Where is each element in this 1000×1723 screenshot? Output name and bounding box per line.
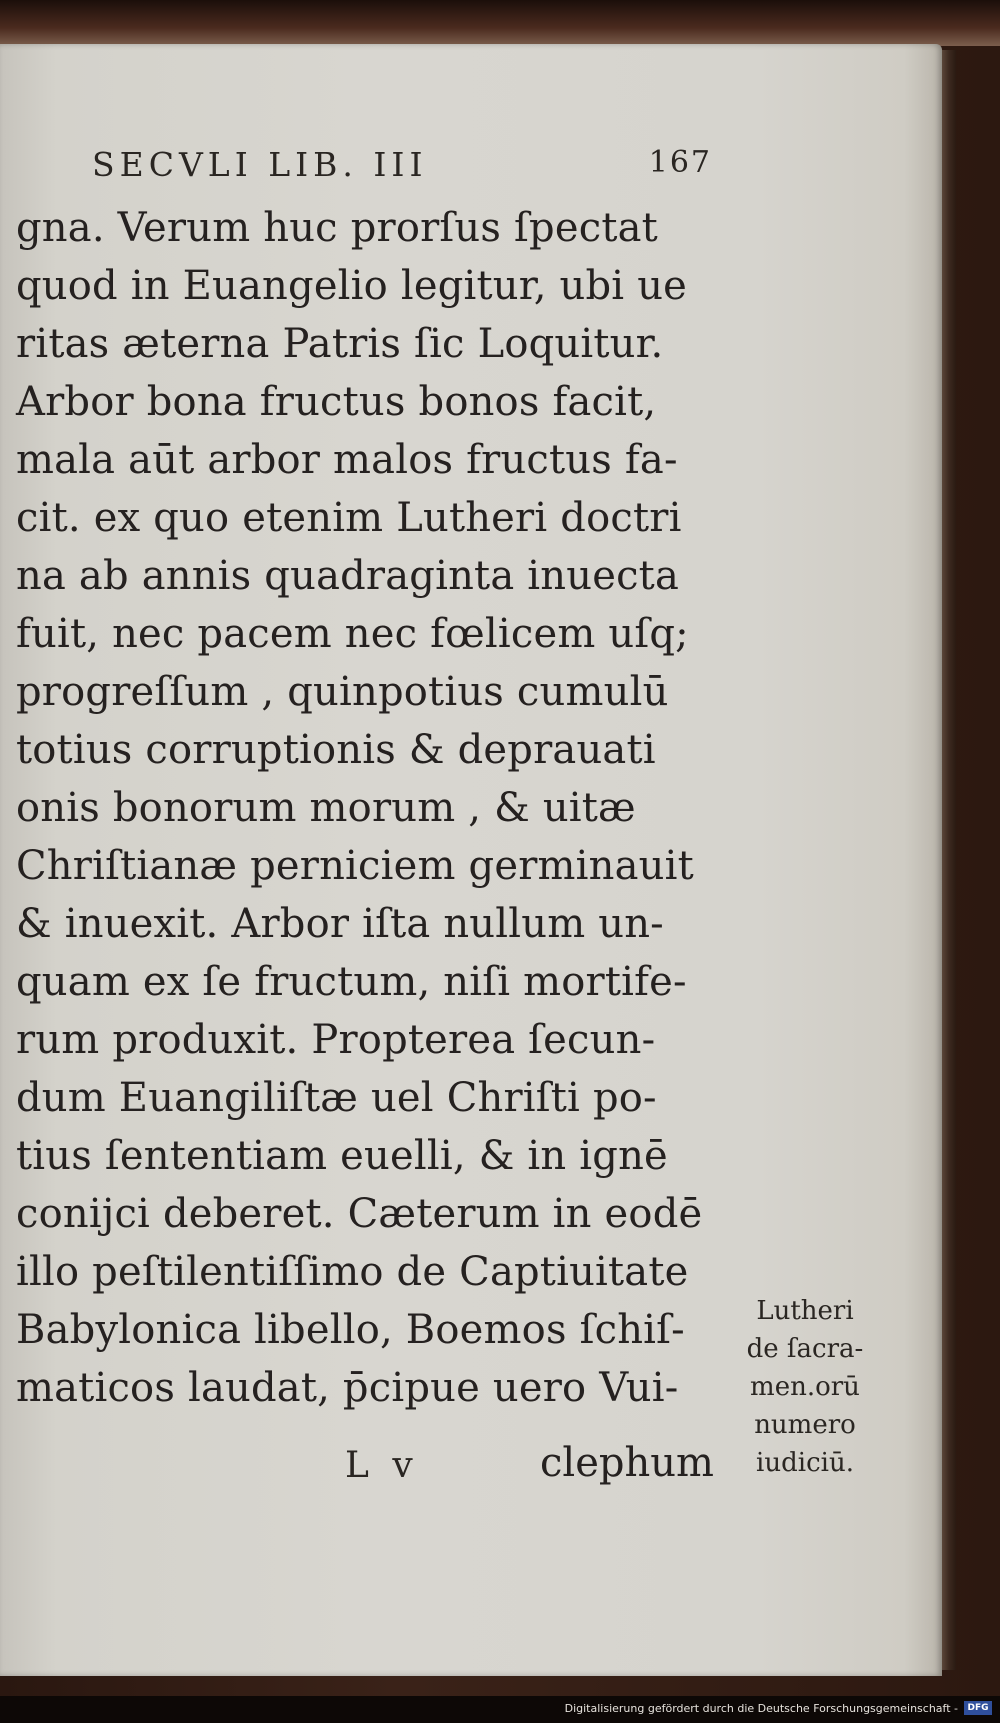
- text-line: quam ex ſe fructum, niſi mortife-: [16, 959, 687, 1005]
- funding-credit: Digitalisierung gefördert durch die Deutsche Forschungsgemeinschaft -: [564, 1702, 958, 1715]
- text-line: progreſſum , quinpotius cumulū: [16, 669, 669, 715]
- text-line: illo peſtilentiſſimo de Captiuitate: [16, 1249, 689, 1295]
- marginal-note-line: men.orū: [750, 1372, 860, 1402]
- text-line: onis bonorum morum , & uitæ: [16, 785, 636, 831]
- running-title: SECVLI LIB. III: [92, 145, 428, 184]
- signature-mark: L v: [345, 1445, 419, 1486]
- text-line: quod in Euangelio legitur, ubi ue: [16, 263, 688, 309]
- text-line: mala aūt arbor malos fructus fa-: [16, 437, 678, 483]
- page-number: 167: [648, 145, 712, 180]
- text-line: cit. ex quo etenim Lutheri doctri: [16, 495, 682, 541]
- text-line: maticos laudat, p̄cipue uero Vui-: [16, 1365, 679, 1411]
- marginal-note-line: numero: [754, 1410, 856, 1440]
- marginal-note-line: de ſacra-: [746, 1334, 864, 1364]
- text-line: fuit, nec pacem nec fœlicem uſq;: [16, 611, 689, 657]
- catchword: clephum: [540, 1440, 714, 1486]
- marginal-note-line: Lutheri: [756, 1296, 854, 1326]
- text-line: ritas æterna Patris ſic Loquitur.: [16, 321, 664, 367]
- text-line: dum Euangiliſtæ uel Chriſti po-: [16, 1075, 657, 1121]
- running-head: [92, 145, 712, 189]
- text-line: na ab annis quadraginta inuecta: [16, 553, 679, 599]
- marginal-note: [730, 1292, 880, 1482]
- text-line: rum produxit. Propterea ſecun-: [16, 1017, 656, 1063]
- text-line: tius ſententiam euelli, & in ignē: [16, 1133, 668, 1179]
- text-line: Chriſtianæ perniciem germinauit: [16, 843, 694, 889]
- text-line: Babylonica libello, Boemos ſchiſ-: [16, 1307, 685, 1353]
- marginal-note-line: iudiciū.: [756, 1448, 854, 1478]
- text-line: Arbor bona fructus bonos facit,: [16, 379, 657, 425]
- text-line: totius corruptionis & deprauati: [16, 727, 656, 773]
- text-line: conijci deberet. Cæterum in eodē: [16, 1191, 703, 1237]
- dfg-logo: DFG: [964, 1701, 992, 1715]
- text-line: & inuexit. Arbor iſta nullum un-: [16, 901, 664, 947]
- text-line: gna. Verum huc prorſus ſpectat: [16, 205, 658, 251]
- book-top-edge: [0, 0, 1000, 46]
